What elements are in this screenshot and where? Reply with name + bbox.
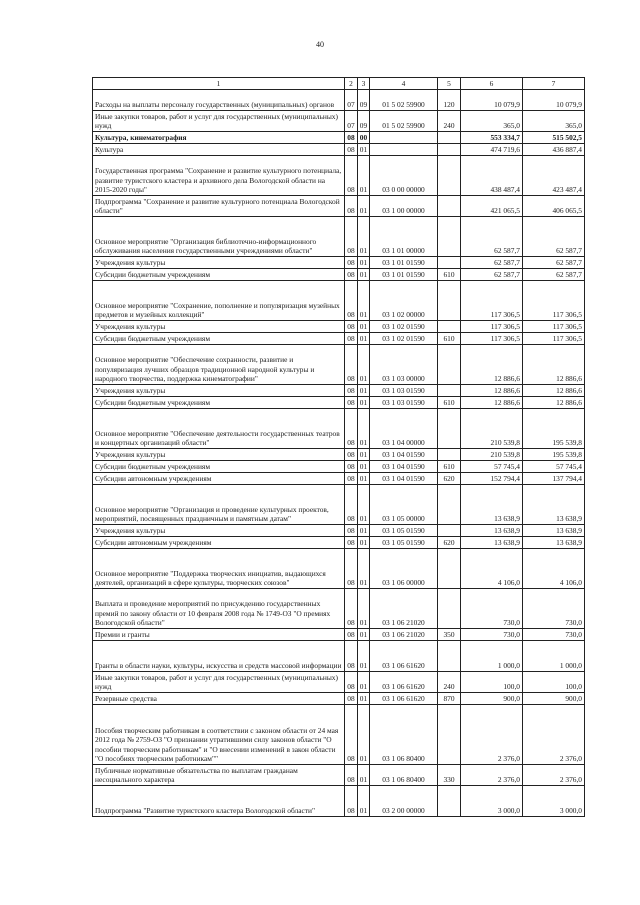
row-subsection: 01 — [358, 765, 370, 786]
table-row — [93, 385, 585, 397]
row-amount-year2: 13 638,9 — [523, 525, 585, 537]
page-number: 40 — [316, 40, 324, 49]
row-name: Иные закупки товаров, работ и услуг для государственных (муниципальных) нужд — [93, 672, 345, 693]
row-target-article: 03 1 02 01590 — [370, 321, 438, 333]
row-name: Гранты в области науки, культуры, искусства и средств массовой информации — [93, 641, 345, 672]
row-subsection: 09 — [358, 90, 370, 111]
table-row — [93, 397, 585, 409]
row-amount-year2: 137 794,4 — [523, 473, 585, 485]
row-amount-year1: 421 065,5 — [461, 196, 523, 217]
row-target-article: 01 5 02 59900 — [370, 90, 438, 111]
table-row — [93, 111, 585, 132]
row-amount-year2: 62 587,7 — [523, 269, 585, 281]
row-expense-type: 240 — [438, 111, 461, 132]
row-amount-year1: 3 000,0 — [461, 786, 523, 817]
row-section: 07 — [345, 111, 358, 132]
row-amount-year1: 553 334,7 — [461, 132, 523, 144]
row-amount-year1: 365,0 — [461, 111, 523, 132]
row-target-article: 03 1 06 80400 — [370, 705, 438, 765]
row-section: 08 — [345, 549, 358, 589]
row-expense-type — [438, 549, 461, 589]
row-amount-year2: 2 376,0 — [523, 705, 585, 765]
row-subsection: 01 — [358, 629, 370, 641]
row-name: Резервные средства — [93, 693, 345, 705]
table-row — [93, 333, 585, 345]
row-subsection: 01 — [358, 281, 370, 321]
row-amount-year2: 117 306,5 — [523, 321, 585, 333]
row-expense-type — [438, 589, 461, 629]
row-section: 08 — [345, 156, 358, 196]
row-subsection: 09 — [358, 111, 370, 132]
table-row — [93, 257, 585, 269]
row-expense-type — [438, 485, 461, 525]
row-subsection: 01 — [358, 589, 370, 629]
table-row — [93, 693, 585, 705]
row-target-article: 03 1 06 61620 — [370, 672, 438, 693]
row-section: 08 — [345, 196, 358, 217]
table-row — [93, 281, 585, 321]
table-row — [93, 765, 585, 786]
row-amount-year1: 210 539,8 — [461, 449, 523, 461]
row-amount-year1: 474 719,6 — [461, 144, 523, 156]
row-section: 08 — [345, 461, 358, 473]
row-amount-year2: 1 000,0 — [523, 641, 585, 672]
row-subsection: 01 — [358, 485, 370, 525]
row-subsection: 01 — [358, 672, 370, 693]
row-name: Субсидии бюджетным учреждениям — [93, 269, 345, 281]
row-expense-type — [438, 257, 461, 269]
row-name: Подпрограмма "Развитие туристского кластера Вологодской области" — [93, 786, 345, 817]
row-target-article: 03 2 00 00000 — [370, 786, 438, 817]
row-expense-type — [438, 132, 461, 144]
row-expense-type — [438, 217, 461, 257]
table-header-row — [93, 78, 585, 90]
row-name: Субсидии автономным учреждениям — [93, 473, 345, 485]
row-target-article: 03 1 02 01590 — [370, 333, 438, 345]
table-row — [93, 672, 585, 693]
row-name: Расходы на выплаты персоналу государственных (муниципальных) органов — [93, 90, 345, 111]
table-row — [93, 409, 585, 449]
row-expense-type — [438, 786, 461, 817]
row-amount-year2: 515 502,5 — [523, 132, 585, 144]
row-amount-year2: 117 306,5 — [523, 281, 585, 321]
table-row — [93, 196, 585, 217]
row-subsection: 01 — [358, 385, 370, 397]
column-header-7: 7 — [523, 78, 585, 90]
table-row — [93, 144, 585, 156]
row-target-article — [370, 132, 438, 144]
row-amount-year1: 57 745,4 — [461, 461, 523, 473]
row-target-article: 03 1 05 00000 — [370, 485, 438, 525]
row-amount-year1: 117 306,5 — [461, 281, 523, 321]
table-row — [93, 156, 585, 196]
table-row — [93, 641, 585, 672]
table-row — [93, 321, 585, 333]
row-name: Основное мероприятие "Обеспечение сохранности, развитие и популяризация лучших образцов традиционной народной культуры и народного творчества, поддержка кинематографии" — [93, 345, 345, 385]
row-expense-type — [438, 449, 461, 461]
row-target-article: 03 1 06 61620 — [370, 641, 438, 672]
row-name: Культура — [93, 144, 345, 156]
row-amount-year2: 12 886,6 — [523, 345, 585, 385]
row-section: 08 — [345, 385, 358, 397]
row-amount-year1: 438 487,4 — [461, 156, 523, 196]
row-name: Учреждения культуры — [93, 385, 345, 397]
row-name: Учреждения культуры — [93, 525, 345, 537]
row-section: 08 — [345, 257, 358, 269]
row-amount-year2: 730,0 — [523, 629, 585, 641]
row-subsection: 01 — [358, 345, 370, 385]
row-amount-year2: 195 539,8 — [523, 409, 585, 449]
row-target-article: 03 1 06 61620 — [370, 693, 438, 705]
row-section: 08 — [345, 409, 358, 449]
row-amount-year1: 62 587,7 — [461, 269, 523, 281]
row-name: Государственная программа "Сохранение и развитие культурного потенциала, развитие туристского кластера и архивного дела Вологодской области на 2015-2020 годы" — [93, 156, 345, 196]
row-amount-year2: 436 887,4 — [523, 144, 585, 156]
row-subsection: 01 — [358, 397, 370, 409]
column-header-5: 5 — [438, 78, 461, 90]
row-name: Учреждения культуры — [93, 449, 345, 461]
table-row — [93, 461, 585, 473]
row-expense-type — [438, 641, 461, 672]
row-amount-year1: 210 539,8 — [461, 409, 523, 449]
row-subsection: 01 — [358, 461, 370, 473]
row-expense-type: 620 — [438, 473, 461, 485]
row-amount-year2: 2 376,0 — [523, 765, 585, 786]
row-target-article: 03 1 04 00000 — [370, 409, 438, 449]
row-section: 08 — [345, 589, 358, 629]
table-row — [93, 473, 585, 485]
row-subsection: 01 — [358, 333, 370, 345]
row-name: Премии и гранты — [93, 629, 345, 641]
row-target-article: 03 1 03 01590 — [370, 385, 438, 397]
table-row — [93, 537, 585, 549]
row-subsection: 01 — [358, 144, 370, 156]
table-row — [93, 449, 585, 461]
row-subsection: 01 — [358, 257, 370, 269]
row-subsection: 01 — [358, 549, 370, 589]
row-target-article: 03 0 00 00000 — [370, 156, 438, 196]
row-amount-year2: 4 106,0 — [523, 549, 585, 589]
row-expense-type — [438, 144, 461, 156]
row-amount-year2: 365,0 — [523, 111, 585, 132]
row-subsection: 01 — [358, 409, 370, 449]
table-row — [93, 345, 585, 385]
row-section: 08 — [345, 485, 358, 525]
row-amount-year2: 62 587,7 — [523, 257, 585, 269]
row-name: Пособия творческим работникам в соответствии с законом области от 24 мая 2012 года № 2759-ОЗ "О признании утратившими силу законов области "О пособии творческим работникам" и "О внесении изменений в закон области "О пособиях творческим работникам"" — [93, 705, 345, 765]
row-target-article: 03 1 01 00000 — [370, 217, 438, 257]
row-expense-type — [438, 525, 461, 537]
row-section: 07 — [345, 90, 358, 111]
row-section: 08 — [345, 705, 358, 765]
row-amount-year2: 12 886,6 — [523, 385, 585, 397]
row-expense-type: 350 — [438, 629, 461, 641]
row-name: Основное мероприятие "Сохранение, пополнение и популяризация музейных предметов и музейных коллекций" — [93, 281, 345, 321]
row-name: Основное мероприятие "Организация и проведение культурных проектов, мероприятий, посвященных праздничным и памятным датам" — [93, 485, 345, 525]
row-expense-type — [438, 196, 461, 217]
row-target-article: 03 1 06 21020 — [370, 589, 438, 629]
row-target-article: 03 1 05 01590 — [370, 537, 438, 549]
row-amount-year1: 10 079,9 — [461, 90, 523, 111]
row-amount-year1: 62 587,7 — [461, 217, 523, 257]
row-target-article — [370, 144, 438, 156]
row-expense-type — [438, 281, 461, 321]
row-expense-type — [438, 705, 461, 765]
row-target-article: 03 1 06 00000 — [370, 549, 438, 589]
row-subsection: 01 — [358, 269, 370, 281]
row-target-article: 03 1 01 01590 — [370, 269, 438, 281]
row-expense-type — [438, 345, 461, 385]
row-amount-year1: 730,0 — [461, 629, 523, 641]
row-name: Основное мероприятие "Организация библиотечно-информационного обслуживания населения государственными учреждениями области" — [93, 217, 345, 257]
row-amount-year1: 13 638,9 — [461, 537, 523, 549]
row-amount-year2: 406 065,5 — [523, 196, 585, 217]
row-amount-year2: 730,0 — [523, 589, 585, 629]
row-amount-year1: 100,0 — [461, 672, 523, 693]
column-header-3: 3 — [358, 78, 370, 90]
table-row — [93, 132, 585, 144]
table-row — [93, 217, 585, 257]
row-subsection: 01 — [358, 217, 370, 257]
row-amount-year1: 900,0 — [461, 693, 523, 705]
row-section: 08 — [345, 281, 358, 321]
row-target-article: 03 1 04 01590 — [370, 473, 438, 485]
row-amount-year1: 62 587,7 — [461, 257, 523, 269]
row-amount-year2: 57 745,4 — [523, 461, 585, 473]
row-subsection: 01 — [358, 321, 370, 333]
row-expense-type: 120 — [438, 90, 461, 111]
column-header-1: 1 — [93, 78, 345, 90]
table-row — [93, 589, 585, 629]
row-name: Публичные нормативные обязательства по выплатам гражданам несоциального характера — [93, 765, 345, 786]
table-row — [93, 629, 585, 641]
row-amount-year2: 195 539,8 — [523, 449, 585, 461]
row-amount-year1: 12 886,6 — [461, 345, 523, 385]
row-section: 08 — [345, 473, 358, 485]
row-amount-year1: 12 886,6 — [461, 385, 523, 397]
row-expense-type: 870 — [438, 693, 461, 705]
row-expense-type: 610 — [438, 397, 461, 409]
row-amount-year1: 117 306,5 — [461, 333, 523, 345]
row-amount-year2: 117 306,5 — [523, 333, 585, 345]
row-name: Иные закупки товаров, работ и услуг для государственных (муниципальных) нужд — [93, 111, 345, 132]
row-section: 08 — [345, 641, 358, 672]
budget-table — [92, 77, 585, 817]
row-amount-year1: 4 106,0 — [461, 549, 523, 589]
row-amount-year1: 13 638,9 — [461, 485, 523, 525]
row-target-article: 03 1 04 01590 — [370, 461, 438, 473]
row-target-article: 03 1 04 01590 — [370, 449, 438, 461]
row-amount-year1: 117 306,5 — [461, 321, 523, 333]
column-header-2: 2 — [345, 78, 358, 90]
row-section: 08 — [345, 321, 358, 333]
row-expense-type: 330 — [438, 765, 461, 786]
row-expense-type: 240 — [438, 672, 461, 693]
row-target-article: 03 1 01 01590 — [370, 257, 438, 269]
row-target-article: 01 5 02 59900 — [370, 111, 438, 132]
row-target-article: 03 1 02 00000 — [370, 281, 438, 321]
row-section: 08 — [345, 765, 358, 786]
row-amount-year1: 12 886,6 — [461, 397, 523, 409]
row-subsection: 01 — [358, 641, 370, 672]
row-amount-year1: 152 794,4 — [461, 473, 523, 485]
row-section: 08 — [345, 693, 358, 705]
table-row — [93, 90, 585, 111]
row-section: 08 — [345, 449, 358, 461]
row-expense-type — [438, 385, 461, 397]
row-section: 08 — [345, 217, 358, 257]
table-row — [93, 549, 585, 589]
row-expense-type — [438, 156, 461, 196]
row-name: Субсидии бюджетным учреждениям — [93, 397, 345, 409]
table-row — [93, 485, 585, 525]
row-target-article: 03 1 03 01590 — [370, 397, 438, 409]
row-amount-year2: 423 487,4 — [523, 156, 585, 196]
row-expense-type: 610 — [438, 269, 461, 281]
table-row — [93, 269, 585, 281]
row-expense-type — [438, 409, 461, 449]
row-target-article: 03 1 00 00000 — [370, 196, 438, 217]
row-expense-type: 610 — [438, 333, 461, 345]
row-target-article: 03 1 06 21020 — [370, 629, 438, 641]
row-section: 08 — [345, 144, 358, 156]
row-section: 08 — [345, 525, 358, 537]
row-subsection: 01 — [358, 473, 370, 485]
row-subsection: 01 — [358, 449, 370, 461]
row-expense-type — [438, 321, 461, 333]
row-amount-year2: 10 079,9 — [523, 90, 585, 111]
row-section: 08 — [345, 345, 358, 385]
row-section: 08 — [345, 333, 358, 345]
row-section: 08 — [345, 629, 358, 641]
row-amount-year2: 13 638,9 — [523, 537, 585, 549]
row-name: Учреждения культуры — [93, 321, 345, 333]
row-expense-type: 620 — [438, 537, 461, 549]
row-subsection: 01 — [358, 537, 370, 549]
row-amount-year2: 3 000,0 — [523, 786, 585, 817]
row-amount-year2: 13 638,9 — [523, 485, 585, 525]
row-subsection: 01 — [358, 693, 370, 705]
row-amount-year1: 2 376,0 — [461, 705, 523, 765]
column-header-4: 4 — [370, 78, 438, 90]
row-subsection: 01 — [358, 525, 370, 537]
row-amount-year1: 2 376,0 — [461, 765, 523, 786]
row-name: Субсидии бюджетным учреждениям — [93, 333, 345, 345]
row-target-article: 03 1 03 00000 — [370, 345, 438, 385]
row-amount-year2: 900,0 — [523, 693, 585, 705]
row-section: 08 — [345, 132, 358, 144]
row-amount-year2: 100,0 — [523, 672, 585, 693]
row-name: Основное мероприятие "Обеспечение деятельности государственных театров и концертных организаций области" — [93, 409, 345, 449]
row-subsection: 00 — [358, 132, 370, 144]
row-target-article: 03 1 06 80400 — [370, 765, 438, 786]
row-name: Субсидии автономным учреждениям — [93, 537, 345, 549]
row-subsection: 01 — [358, 786, 370, 817]
row-section: 08 — [345, 672, 358, 693]
row-subsection: 01 — [358, 156, 370, 196]
row-name: Субсидии бюджетным учреждениям — [93, 461, 345, 473]
row-amount-year2: 62 587,7 — [523, 217, 585, 257]
row-name: Основное мероприятие "Поддержка творческих инициатив, выдающихся деятелей, организаций в сфере культуры, творческих союзов" — [93, 549, 345, 589]
row-section: 08 — [345, 786, 358, 817]
row-target-article: 03 1 05 01590 — [370, 525, 438, 537]
row-name: Культура, кинематография — [93, 132, 345, 144]
table-row — [93, 525, 585, 537]
table-row — [93, 705, 585, 765]
row-name: Выплата и проведение мероприятий по присуждению государственных премий по закону области от 10 февраля 2008 года № 1749-ОЗ "О премиях Вологодской области" — [93, 589, 345, 629]
row-section: 08 — [345, 537, 358, 549]
row-subsection: 01 — [358, 705, 370, 765]
row-name: Учреждения культуры — [93, 257, 345, 269]
row-section: 08 — [345, 269, 358, 281]
row-amount-year1: 13 638,9 — [461, 525, 523, 537]
row-amount-year1: 1 000,0 — [461, 641, 523, 672]
row-amount-year2: 12 886,6 — [523, 397, 585, 409]
column-header-6: 6 — [461, 78, 523, 90]
row-subsection: 01 — [358, 196, 370, 217]
row-amount-year1: 730,0 — [461, 589, 523, 629]
table-row — [93, 786, 585, 817]
row-expense-type: 610 — [438, 461, 461, 473]
row-section: 08 — [345, 397, 358, 409]
row-name: Подпрограмма "Сохранение и развитие культурного потенциала Вологодской области" — [93, 196, 345, 217]
